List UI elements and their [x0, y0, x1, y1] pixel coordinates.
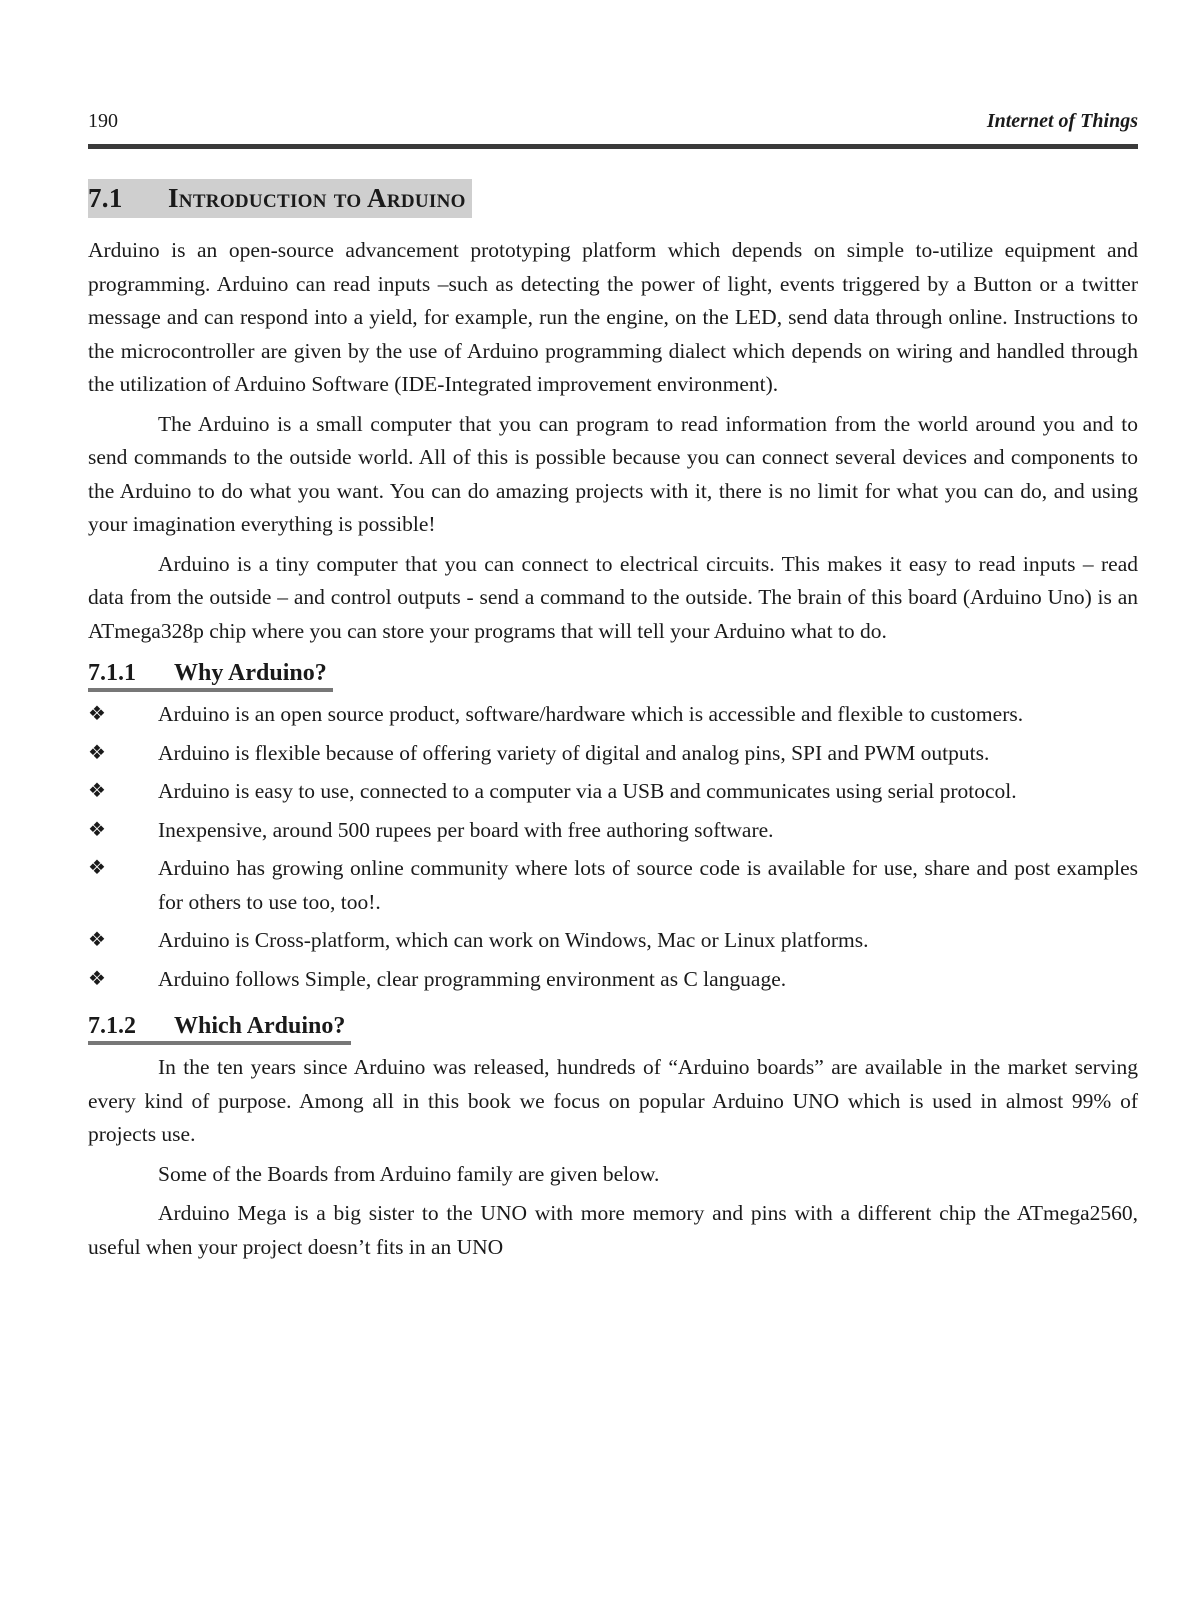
- list-item: [88, 963, 1138, 997]
- header-rule: [88, 144, 1138, 149]
- intro-paragraph-2: The Arduino is a small computer that you can program to read information from the world around you and to send commands to the outside world. All of this is possible because you can connect several devices and components to the Arduino to do what you want. You can do amazing projects with it, there is no limit for what you can do, and using your imagination everything is possible!: [88, 411, 1138, 536]
- subsection-number: 7.1.2: [88, 1013, 136, 1039]
- diamond-bullet-icon: ❖: [88, 929, 106, 951]
- list-item: [88, 737, 1138, 771]
- running-header: [88, 104, 1138, 140]
- page-number: 190: [88, 110, 118, 132]
- list-item-text: Arduino is easy to use, connected to a computer via a USB and communicates using serial protocol.: [158, 779, 1017, 803]
- subsection-heading-which-arduino: [88, 1013, 351, 1045]
- diamond-bullet-icon: ❖: [88, 741, 106, 764]
- section-title: Introduction to Arduino: [168, 183, 466, 213]
- list-item-text: Arduino is an open source product, software/hardware which is accessible and flexible to customers.: [158, 702, 1024, 726]
- list-item-text: Inexpensive, around 500 rupees per board with free authoring software.: [158, 817, 774, 842]
- list-item: [88, 775, 1138, 809]
- which-arduino-paragraph-1: In the ten years since Arduino was released, hundreds of “Arduino boards” are available in the market serving every kind of purpose. Among all in this book we focus on popular Arduino UNO which is used in almost 99% of projects use.: [88, 1055, 1138, 1146]
- list-item-text: Arduino follows Simple, clear programming environment as C language.: [158, 966, 787, 991]
- diamond-bullet-icon: ❖: [88, 703, 106, 725]
- which-arduino-paragraph-3: Arduino Mega is a big sister to the UNO with more memory and pins with a different chip the ATmega2560, useful when your project doesn’t fits in an UNO: [88, 1201, 1138, 1259]
- subsection-heading-why-arduino: [88, 660, 333, 692]
- subsection-title: Which Arduino?: [174, 1013, 346, 1039]
- section-number: 7.1: [88, 183, 123, 213]
- list-item: [88, 698, 1138, 732]
- diamond-bullet-icon: ❖: [88, 818, 106, 841]
- list-item: [88, 924, 1138, 958]
- diamond-bullet-icon: ❖: [88, 857, 106, 879]
- list-item: [88, 852, 1138, 919]
- subsection-number: 7.1.1: [88, 660, 136, 686]
- list-item-text: Arduino has growing online community where lots of source code is available for use, share and post examples for others to use too, too!.: [158, 856, 1138, 914]
- book-page: [88, 104, 1138, 1264]
- which-arduino-paragraph-2: Some of the Boards from Arduino family are given below.: [158, 1161, 660, 1186]
- book-title: Internet of Things: [986, 110, 1138, 132]
- intro-paragraph-1: Arduino is an open-source advancement prototyping platform which depends on simple to-utilize equipment and programming. Arduino can read inputs –such as detecting the power of light, events triggered by a Button or a twitter message and can respond into a yield, for example, run the engine, on the LED, send data through online. Instructions to the microcontroller are given by the use of Arduino programming dialect which depends on wiring and handled through the utilization of Arduino Software (IDE-Integrated improvement environment).: [88, 238, 1138, 396]
- diamond-bullet-icon: ❖: [88, 780, 106, 802]
- list-item-text: Arduino is Cross-platform, which can work on Windows, Mac or Linux platforms.: [158, 928, 869, 952]
- section-heading: [88, 179, 472, 218]
- subsection-title: Why Arduino?: [174, 660, 327, 686]
- list-item: [88, 814, 1138, 848]
- diamond-bullet-icon: ❖: [88, 967, 106, 990]
- list-item-text: Arduino is flexible because of offering variety of digital and analog pins, SPI and PWM outputs.: [158, 740, 990, 765]
- why-arduino-list: [88, 698, 1138, 996]
- intro-paragraph-3: Arduino is a tiny computer that you can connect to electrical circuits. This makes it easy to read inputs – read data from the outside – and control outputs - send a command to the outside. The brain of this board (Arduino Uno) is an ATmega328p chip where you can store your programs that will tell your Arduino what to do.: [88, 551, 1138, 643]
